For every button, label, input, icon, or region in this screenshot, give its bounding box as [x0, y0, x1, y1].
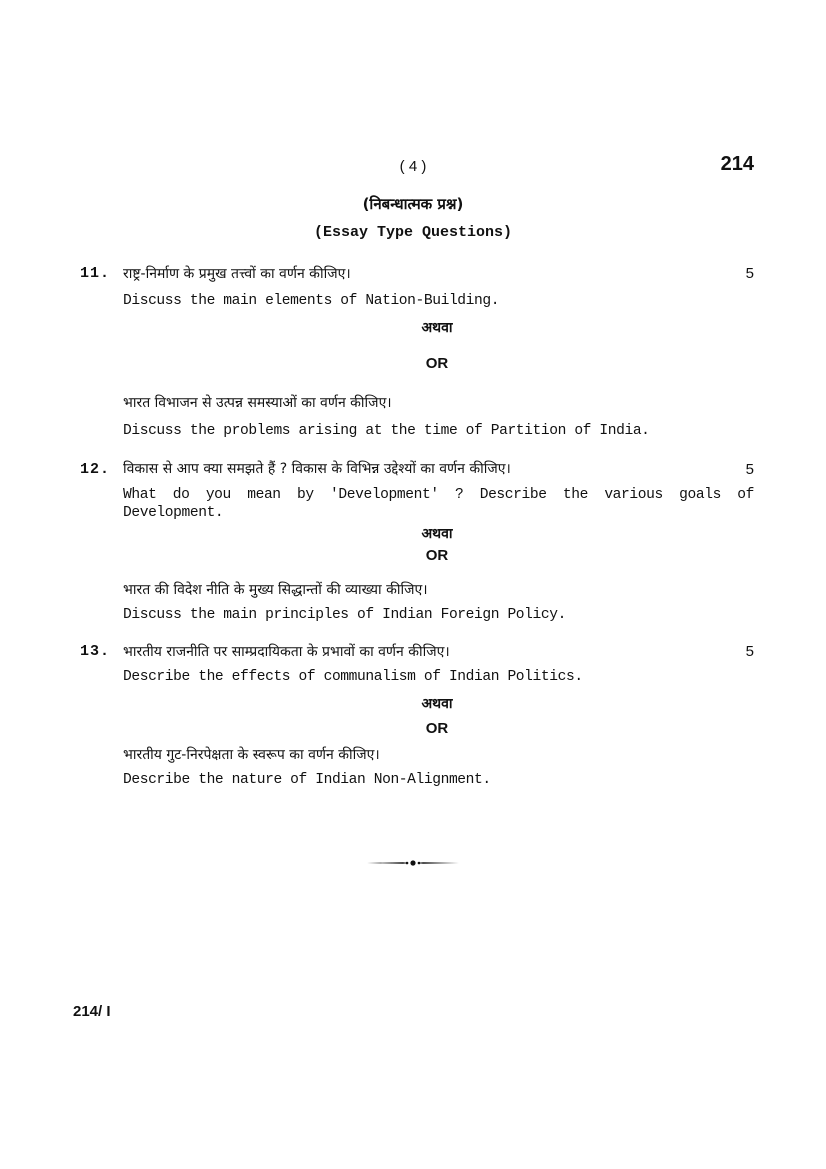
- question-11-english: Discuss the main elements of Nation-Building.: [123, 293, 500, 309]
- question-11-number: 11.: [80, 265, 111, 282]
- question-11-alt-hindi: भारत विभाजन से उत्पन्न समस्याओं का वर्णन कीजिए।: [123, 395, 392, 411]
- question-12-alt-hindi: भारत की विदेश नीति के मुख्य सिद्धान्तों की व्याख्या कीजिए।: [123, 582, 428, 598]
- question-13-english: Describe the effects of communalism of Indian Politics.: [123, 669, 583, 685]
- question-12-english: What do you mean by 'Development' ? Describe the various goals of Development.: [123, 487, 754, 521]
- question-11-athva: अथवा: [421, 320, 453, 336]
- question-13-alt-hindi: भारतीय गुट-निरपेक्षता के स्वरूप का वर्णन कीजिए।: [123, 747, 380, 763]
- question-12-athva: अथवा: [421, 526, 453, 542]
- question-12-hindi: विकास से आप क्या समझते हैं ? विकास के विभिन्न उद्देश्यों का वर्णन कीजिए।: [123, 461, 511, 477]
- question-11-hindi: राष्ट्र-निर्माण के प्रमुख तत्त्वों का वर्णन कीजिए।: [123, 266, 351, 282]
- question-12-or: OR: [425, 547, 449, 564]
- question-13-or: OR: [425, 720, 449, 737]
- question-13-number: 13.: [80, 643, 111, 660]
- question-13-hindi: भारतीय राजनीति पर साम्प्रदायिकता के प्रभावों का वर्णन कीजिए।: [123, 644, 450, 660]
- footer-code: 214/ I: [73, 1003, 111, 1020]
- end-ornament: [365, 855, 461, 871]
- question-12-alt-english: Discuss the main principles of Indian Foreign Policy.: [123, 607, 566, 623]
- question-11-alt-english: Discuss the problems arising at the time of Partition of India.: [123, 423, 650, 439]
- paper-code: 214: [720, 153, 754, 175]
- question-12-number: 12.: [80, 461, 111, 478]
- section-title-english: (Essay Type Questions): [313, 224, 513, 241]
- question-12-marks: 5: [745, 461, 754, 478]
- section-title-hindi: (निबन्धात्मक प्रश्न): [362, 195, 464, 213]
- question-13-athva: अथवा: [421, 696, 453, 712]
- question-11-marks: 5: [745, 265, 754, 282]
- question-11-or: OR: [425, 355, 449, 372]
- question-13-alt-english: Describe the nature of Indian Non-Alignment.: [123, 772, 491, 788]
- question-13-marks: 5: [745, 643, 754, 660]
- page-number: ( 4 ): [399, 158, 427, 175]
